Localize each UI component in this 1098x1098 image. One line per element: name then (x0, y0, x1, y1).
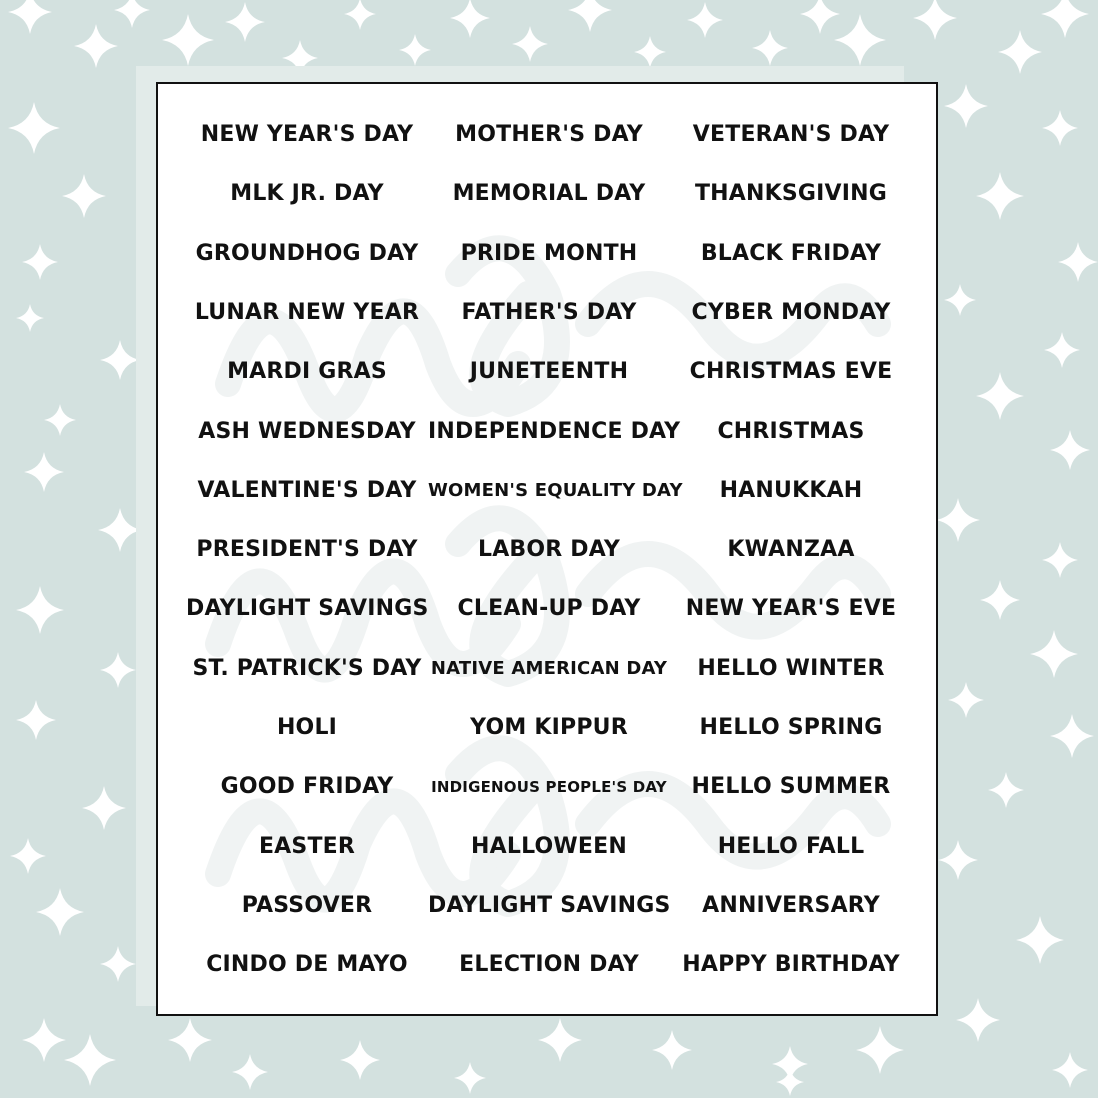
sticker-label: KWANZAA (727, 537, 855, 563)
sparkle-icon (1042, 110, 1078, 146)
sparkle-icon (538, 1018, 582, 1062)
sparkle-icon (16, 304, 44, 332)
sticker-label: PRIDE MONTH (460, 240, 638, 266)
sparkle-icon (944, 284, 976, 316)
sticker-label: DAYLIGHT SAVINGS (428, 892, 671, 918)
sparkle-icon (634, 36, 666, 68)
sticker-label: CHRISTMAS EVE (689, 359, 893, 385)
sparkle-icon (687, 2, 723, 38)
sparkle-icon (1052, 1052, 1088, 1088)
sticker-label: INDIGENOUS PEOPLE'S DAY (431, 778, 667, 797)
sparkle-icon (162, 14, 214, 66)
sparkle-icon (1030, 630, 1078, 678)
sparkle-icon (800, 0, 840, 34)
sparkle-icon (938, 840, 978, 880)
sparkle-icon (936, 498, 980, 542)
sticker-label: PRESIDENT'S DAY (196, 537, 418, 563)
sparkle-icon (1058, 242, 1098, 282)
sticker-label: MLK JR. DAY (230, 181, 384, 207)
sparkle-icon (454, 1062, 486, 1094)
sparkle-icon (976, 172, 1024, 220)
sparkle-icon (1041, 0, 1089, 38)
sticker-label: NEW YEAR'S EVE (685, 596, 897, 622)
sparkle-icon (82, 786, 126, 830)
sparkle-icon (1042, 542, 1078, 578)
sparkle-icon (1044, 332, 1080, 368)
sparkle-icon (74, 24, 118, 68)
sticker-label: LUNAR NEW YEAR (194, 299, 420, 325)
sticker-sheet (156, 82, 938, 1016)
sticker-label: DAYLIGHT SAVINGS (186, 596, 429, 622)
sticker-label: FATHER'S DAY (461, 299, 637, 325)
sticker-label: BLACK FRIDAY (700, 240, 882, 266)
sticker-label: LABOR DAY (477, 537, 621, 563)
sticker-label: EASTER (258, 833, 356, 859)
sparkle-icon (22, 244, 58, 280)
sticker-label: JUNETEENTH (469, 359, 629, 385)
sticker-label: ANNIVERSARY (702, 892, 880, 918)
sparkle-icon (834, 14, 886, 66)
sticker-label: HELLO FALL (717, 833, 865, 859)
sparkle-icon (64, 1034, 116, 1086)
sparkle-icon (62, 174, 106, 218)
sticker-label: ST. PATRICK'S DAY (192, 655, 422, 681)
sticker-label: MOTHER'S DAY (455, 122, 643, 147)
sticker-label: PASSOVER (241, 892, 373, 918)
sticker-label: CLEAN-UP DAY (457, 596, 641, 622)
sparkle-icon (1050, 430, 1090, 470)
sticker-label: YOM KIPPUR (470, 715, 628, 740)
sparkle-icon (16, 700, 56, 740)
sparkle-icon (956, 998, 1000, 1042)
sparkle-icon (944, 84, 988, 128)
sparkle-icon (344, 0, 376, 30)
sticker-label: HALLOWEEN (471, 833, 627, 859)
sparkle-icon (8, 0, 52, 34)
sparkle-icon (100, 946, 136, 982)
sparkle-icon (1050, 714, 1094, 758)
sticker-label: CHRISTMAS (717, 418, 865, 444)
sticker-label: VETERAN'S DAY (692, 122, 890, 147)
sparkle-icon (976, 372, 1024, 420)
sparkle-icon (568, 0, 612, 32)
sticker-label: HANUKKAH (719, 477, 863, 503)
sparkle-icon (8, 102, 60, 154)
sparkle-icon (225, 2, 265, 42)
sparkle-icon (22, 1018, 66, 1062)
sparkle-icon (450, 0, 490, 38)
sparkle-icon (36, 888, 84, 936)
sticker-label: ELECTION DAY (459, 952, 639, 978)
sticker-label: NATIVE AMERICAN DAY (430, 657, 668, 679)
sparkle-icon (16, 586, 64, 634)
sparkle-icon (10, 838, 46, 874)
sticker-label: CYBER MONDAY (691, 299, 891, 325)
sticker-label: GOOD FRIDAY (220, 774, 394, 800)
sticker-label: HELLO WINTER (697, 655, 885, 681)
sticker-label: THANKSGIVING (694, 181, 888, 207)
label-grid (158, 84, 936, 1014)
sticker-label: MARDI GRAS (227, 359, 387, 385)
sparkle-icon (340, 1040, 380, 1080)
sparkle-icon (652, 1030, 692, 1070)
sparkle-icon (1016, 916, 1064, 964)
sticker-label: CINDO DE MAYO (206, 952, 408, 978)
sticker-label: VALENTINE'S DAY (197, 477, 417, 503)
sparkle-icon (752, 30, 788, 66)
sparkle-icon (913, 0, 957, 40)
sparkle-icon (232, 1054, 268, 1090)
sparkle-icon (980, 580, 1020, 620)
sticker-label: INDEPENDENCE DAY (428, 418, 681, 444)
sparkle-icon (948, 682, 984, 718)
sparkle-icon (24, 452, 64, 492)
sticker-label: WOMEN'S EQUALITY DAY (428, 479, 683, 501)
sparkle-icon (512, 26, 548, 62)
sticker-label: HELLO SPRING (699, 715, 883, 740)
sparkle-icon (114, 0, 150, 28)
sparkle-icon (856, 1026, 904, 1074)
sparkle-icon (998, 30, 1042, 74)
sticker-label: HELLO SUMMER (691, 774, 891, 800)
sparkle-icon (100, 340, 140, 380)
sticker-label: HAPPY BIRTHDAY (682, 952, 900, 978)
sticker-label: GROUNDHOG DAY (195, 240, 419, 266)
sparkle-icon (44, 404, 76, 436)
sparkle-icon (100, 652, 136, 688)
sticker-label: ASH WEDNESDAY (198, 418, 416, 444)
sparkle-icon (776, 1068, 804, 1096)
sparkle-icon (168, 1018, 212, 1062)
sticker-label: HOLI (276, 715, 338, 740)
sticker-label: MEMORIAL DAY (452, 181, 646, 207)
sticker-label: NEW YEAR'S DAY (200, 122, 414, 147)
sparkle-icon (399, 34, 431, 66)
sparkle-icon (988, 772, 1024, 808)
